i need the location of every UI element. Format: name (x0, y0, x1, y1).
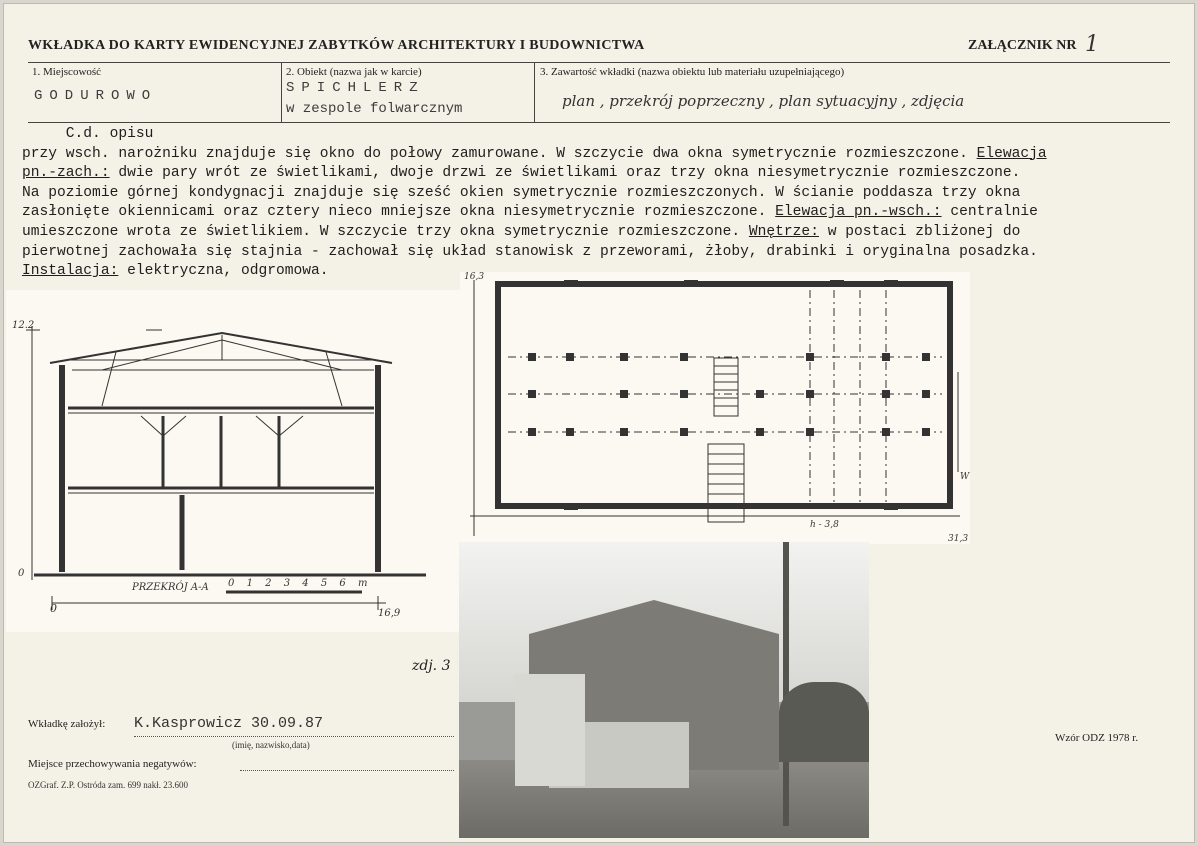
made-by-label: Wkładkę założył: (28, 718, 106, 730)
floor-plan-drawing (460, 272, 970, 544)
desc-line: w postaci zbliżonej do (818, 223, 1021, 240)
dim-right: 16,9 (378, 608, 401, 619)
desc-heading: Elewacja (976, 145, 1047, 162)
desc-line: zasłonięte okiennicami oraz cztery nieco mniejsze okna niesymetrycznie rozmieszczone. (22, 204, 776, 221)
desc-line: przy wsch. narożniku znajduje się okno do połowy zamurowane. W szczycie dwa okna symetrycznie rozmieszczone. (22, 145, 977, 162)
section-zero-label: 0 (18, 568, 25, 579)
scale-tick: m (357, 578, 368, 589)
desc-heading: Wnętrze: (748, 223, 819, 240)
section-caption: PRZEKRÓJ A-A (132, 582, 209, 593)
photo-trees (779, 682, 869, 762)
field-contents-label: 3. Zawartość wkładki (nazwa obiektu lub materiału uzupełniającego) (540, 66, 845, 78)
photo-note: zdj. 3 (412, 658, 451, 674)
floor-plan-svg (460, 272, 970, 544)
field-locality-value: GODUROWO (34, 88, 158, 104)
made-by-line (134, 736, 454, 737)
scale-tick: 2 (265, 578, 272, 589)
plan-side: W (960, 472, 970, 482)
dim-left: 0 (50, 602, 57, 615)
scale-bar (228, 578, 367, 589)
scale-tick: 0 (228, 578, 235, 589)
field-contents-value: plan , przekrój poprzeczny , plan sytuacyjny , zdjęcia (562, 92, 965, 110)
plan-marker: h - 3,8 (810, 520, 839, 530)
field-divider-2 (534, 62, 535, 122)
printer-info: OZGraf. Z.P. Ostróda zam. 699 nakł. 23.600 (28, 780, 188, 790)
field-object-value: SPICHLERZ (286, 80, 425, 96)
made-by-hint: (imię, nazwisko,data) (232, 740, 310, 750)
desc-heading: Elewacja pn.-wsch.: (775, 204, 942, 221)
desc-line: centralnie (941, 204, 1038, 221)
scale-tick: 6 (339, 578, 346, 589)
desc-line: umieszczone wrota ze świetlikiem. W szczycie trzy okna symetrycznie rozmieszczone. (22, 223, 749, 240)
storage-line (240, 770, 454, 771)
scale-tick: 4 (302, 578, 309, 589)
desc-line: pierwotnej zachowała się stajnia - zachował się układ stanowisk z przeworami, żłoby, drabinki i oryginalna posadzka. (22, 243, 1038, 260)
photo-pole (783, 542, 789, 826)
header-rule-top (28, 62, 1170, 63)
field-locality-label: 1. Miejscowość (32, 66, 102, 78)
description-text (22, 125, 1192, 282)
field-divider-1 (281, 62, 282, 122)
desc-line: dwie pary wrót ze świetlikami, dwoje drzwi ze świetlikami oraz trzy okna niesymetrycznie rozmieszczone. (109, 165, 1021, 182)
field-object-label: 2. Obiekt (nazwa jak w karcie) (286, 66, 422, 78)
desc-line: Na poziomie górnej kondygnacji znajduje się sześć okien symetrycznie rozmieszczonych. W ścianie poddasza trzy okna (22, 184, 1021, 201)
building-photo (459, 542, 869, 838)
cross-section-drawing (6, 290, 461, 632)
plan-corner-top: 16,3 (464, 272, 485, 282)
annex-label: ZAŁĄCZNIK NR (968, 38, 1077, 53)
scale-tick: 1 (246, 578, 253, 589)
plan-corner-bottom: 31,3 (948, 534, 969, 544)
made-by-value: K.Kasprowicz 30.09.87 (134, 715, 324, 732)
desc-heading: pn.-zach.: (22, 165, 110, 182)
desc-line: elektryczna, odgromowa. (118, 263, 329, 280)
annex-number: 1 (1085, 32, 1099, 57)
model-info: Wzór ODZ 1978 r. (1055, 732, 1139, 744)
storage-label: Miejsce przechowywania negatywów: (28, 758, 197, 770)
form-title: WKŁADKA DO KARTY EWIDENCYJNEJ ZABYTKÓW ARCHITEKTURY I BUDOWNICTWA (28, 38, 645, 53)
desc-heading: Instalacja: (22, 263, 119, 280)
header-rule-bottom (28, 122, 1170, 123)
scale-tick: 3 (283, 578, 291, 589)
photo-annex (515, 674, 585, 786)
scale-tick: 5 (320, 578, 328, 589)
field-object-value-2: w zespole folwarcznym (286, 101, 463, 117)
section-top-label: 12.2 (12, 320, 35, 331)
desc-line: C.d. opisu (22, 126, 154, 142)
